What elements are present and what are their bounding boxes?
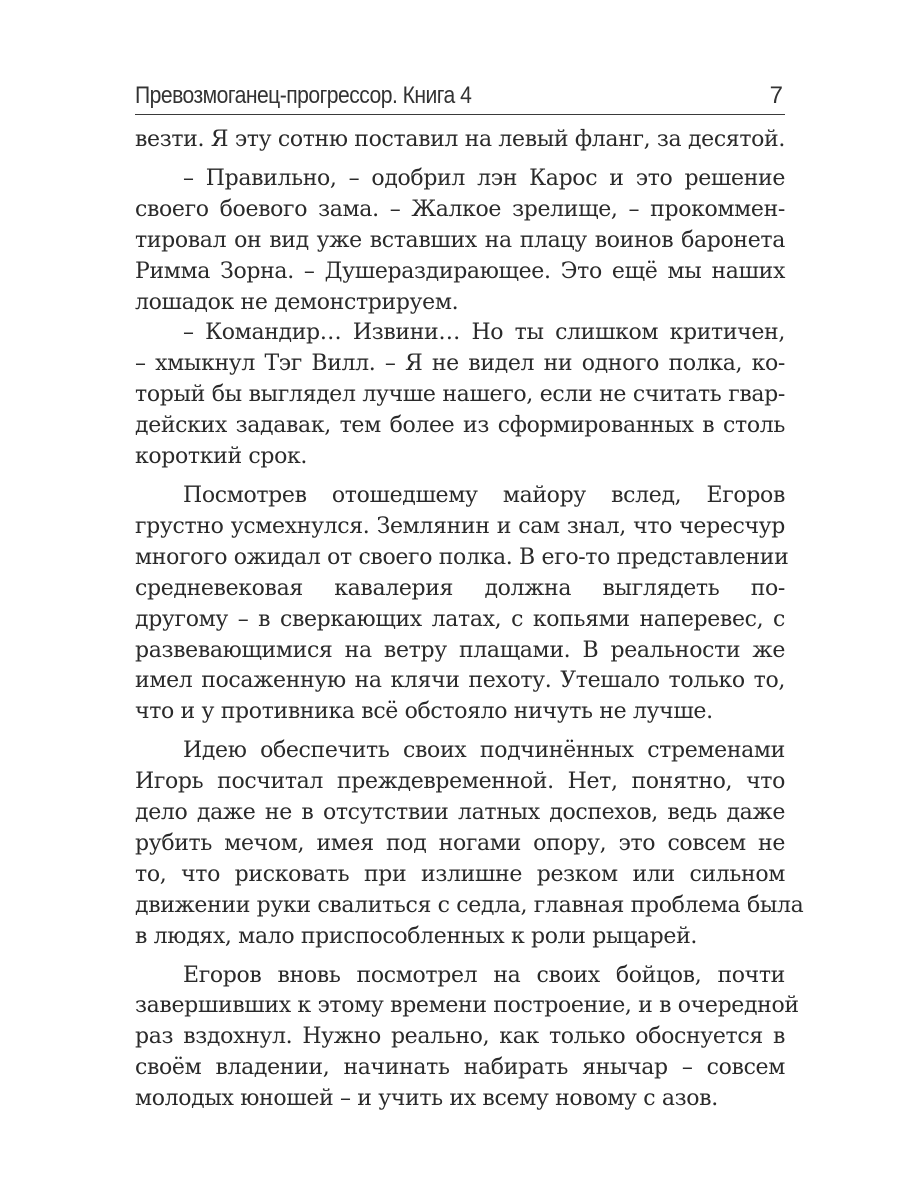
paragraph (135, 125, 785, 156)
text-line: дейских задавак, тем более из сформированных в столь (135, 413, 785, 439)
body-text (135, 125, 804, 1115)
text-line: в людях, мало приспособленных к роли рыцарей. (135, 923, 698, 949)
page-number: 7 (769, 82, 783, 109)
text-line: везти. Я эту сотню поставил на левый фланг, за десятой. (135, 127, 785, 152)
text-line: развевающимися на ветру плащами. В реальности же (135, 637, 785, 663)
text-line: торый бы выглядел лучше нашего, если не считать гвар- (135, 382, 785, 408)
text-line: Егоров вновь посмотрел на своих бойцов, почти (183, 962, 785, 988)
running-header (135, 82, 785, 115)
text-line: лошадок не демонстрируем. (135, 289, 459, 315)
text-line: – Командир… Извини… Но ты слишком критичен, (183, 320, 785, 346)
text-line: то, что рисковать при излишне резком или сильном (135, 861, 785, 887)
text-line: движении руки свалиться с седла, главная проблема была (135, 892, 804, 918)
text-line: своём владении, начинать набирать янычар – совсем (135, 1055, 785, 1081)
text-line: Идею обеспечить своих подчинённых стременами (183, 738, 785, 764)
paragraph (135, 961, 799, 1116)
text-line: молодых юношей – и учить их всему новому с азов. (135, 1086, 718, 1112)
text-line: раз вздохнул. Нужно реально, как только обоснуется в (135, 1024, 785, 1050)
paragraph (135, 318, 785, 473)
text-line: что и у противника всё обстояло ничуть не лучше. (135, 699, 713, 725)
text-line: тировал он вид уже вставших на плацу воинов баронета (135, 227, 785, 253)
text-line: – Правильно, – одобрил лэн Карос и это решение (183, 165, 785, 191)
text-line: – хмыкнул Тэг Вилл. – Я не видел ни одного полка, ко- (135, 351, 785, 377)
text-line: средневековая кавалерия должна выглядеть по- (135, 575, 785, 601)
text-line: Римма Зорна. – Душераздирающее. Это ещё мы наших (135, 258, 785, 284)
paragraph (135, 736, 804, 952)
text-line: короткий срок. (135, 444, 308, 470)
text-line: многого ожидал от своего полка. В его-то представлении (135, 544, 789, 570)
text-line: грустно усмехнулся. Землянин и сам знал, что чересчур (135, 513, 785, 539)
book-page (135, 82, 804, 1115)
paragraph (135, 164, 785, 319)
text-line: завершивших к этому времени построение, и в очередной (135, 993, 799, 1019)
text-line: дело даже не в отсутствии латных доспехов, ведь даже (135, 800, 785, 826)
text-line: имел посаженную на клячи пехоту. Утешало только то, (135, 668, 785, 694)
text-line: своего боевого зама. – Жалкое зрелище, – прокоммен- (135, 196, 785, 222)
text-line: Посмотрев отошедшему майору вслед, Егоров (183, 482, 785, 508)
text-line: рубить мечом, имея под ногами опору, это совсем не (135, 830, 785, 856)
paragraph (135, 481, 789, 728)
text-line: Игорь посчитал преждевременной. Нет, понятно, что (135, 769, 785, 795)
book-title: Превозмоганец-прогрессор. Книга 4 (135, 82, 472, 109)
text-line: другому – в сверкающих латах, с копьями наперевес, с (135, 606, 785, 632)
